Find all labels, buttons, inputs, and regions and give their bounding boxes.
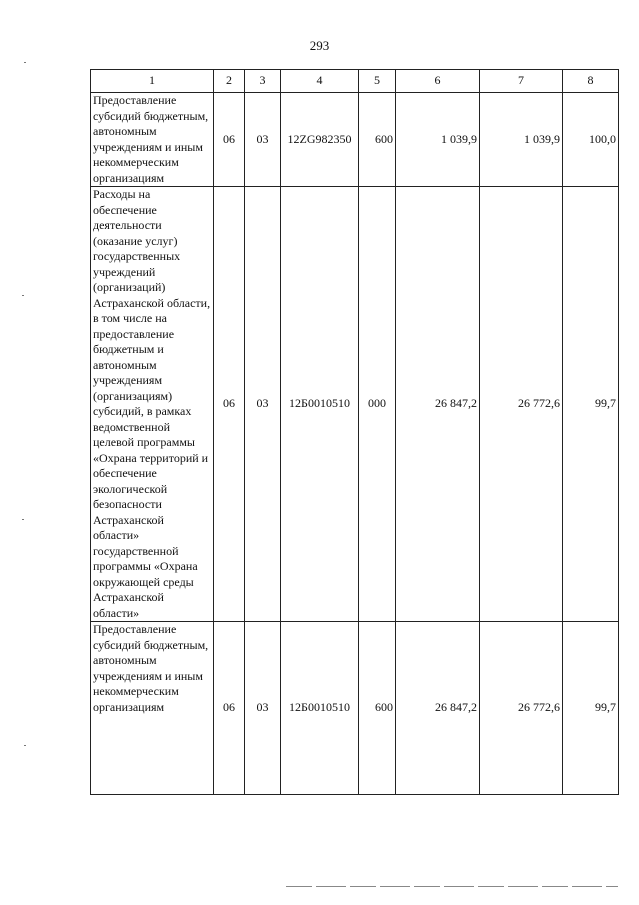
- scan-speck: [24, 62, 26, 63]
- section-cell: 06: [214, 187, 245, 622]
- header-cell: 1: [91, 70, 214, 93]
- header-cell: 8: [563, 70, 619, 93]
- subsection-cell: 03: [245, 622, 281, 795]
- header-cell: 4: [281, 70, 359, 93]
- table-row: [91, 93, 619, 187]
- executed-cell: 26 772,6: [480, 187, 563, 622]
- approved-cell: 26 847,2: [396, 187, 480, 622]
- percent-cell: 99,7: [563, 622, 619, 795]
- target-article-cell: 12ZG982350: [281, 93, 359, 187]
- approved-cell: 1 039,9: [396, 93, 480, 187]
- subsection-cell: 03: [245, 187, 281, 622]
- scan-speck: [22, 519, 24, 520]
- executed-cell: 26 772,6: [480, 622, 563, 795]
- description-cell: Предоставление субсидий бюджетным, автономным учреждениям и иным некоммерческим организациям: [91, 622, 214, 795]
- scan-speck: [24, 745, 26, 746]
- table-row: [91, 622, 619, 795]
- target-article-cell: 12Б0010510: [281, 187, 359, 622]
- subsection-cell: 03: [245, 93, 281, 187]
- header-row: [91, 70, 619, 93]
- percent-cell: 99,7: [563, 187, 619, 622]
- budget-table: [90, 69, 619, 795]
- target-article-cell: 12Б0010510: [281, 622, 359, 795]
- header-cell: 2: [214, 70, 245, 93]
- percent-cell: 100,0: [563, 93, 619, 187]
- approved-cell: 26 847,2: [396, 622, 480, 795]
- section-cell: 06: [214, 622, 245, 795]
- header-cell: 3: [245, 70, 281, 93]
- header-cell: 5: [359, 70, 396, 93]
- description-cell: Предоставление субсидий бюджетным, автономным учреждениям и иным некоммерческим организациям: [91, 93, 214, 187]
- expense-type-cell: 000: [359, 187, 396, 622]
- header-cell: 7: [480, 70, 563, 93]
- table-row: [91, 187, 619, 622]
- header-cell: 6: [396, 70, 480, 93]
- expense-type-cell: 600: [359, 622, 396, 795]
- expense-type-cell: 600: [359, 93, 396, 187]
- bottom-rule: [286, 886, 618, 887]
- description-cell: Расходы на обеспечение деятельности (оказание услуг) государственных учреждений (организаций) Астраханской области, в том числе на предоставление бюджетным и автономным учреждениям (организациям) субсидий, в рамках ведомственной целевой программы «Охрана территорий и обеспечение экологической безопасности Астраханской области» государственной программы «Охрана окружающей среды Астраханской области»: [91, 187, 214, 622]
- executed-cell: 1 039,9: [480, 93, 563, 187]
- scan-speck: [22, 295, 24, 296]
- page-number: 293: [309, 38, 330, 53]
- section-cell: 06: [214, 93, 245, 187]
